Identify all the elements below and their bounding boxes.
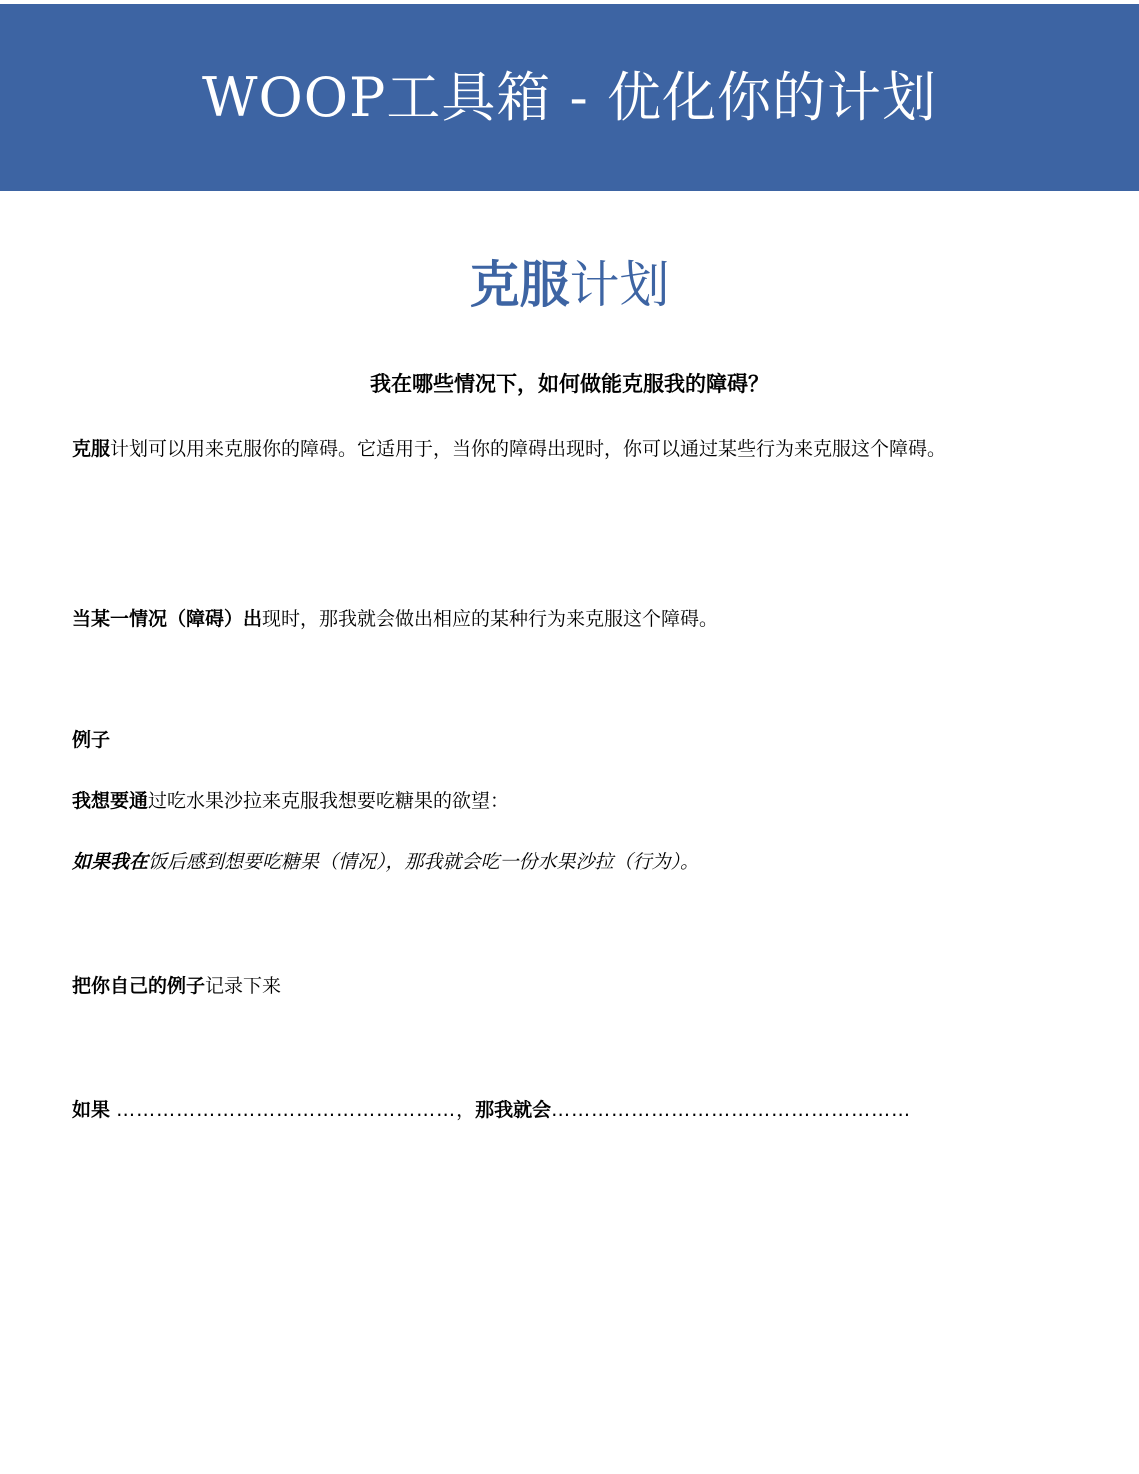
page-title: WOOP工具箱 - 优化你的计划 [202, 66, 937, 129]
example-italic-line [72, 839, 1062, 885]
then-label: 那我就会 [475, 1099, 552, 1121]
formula-bold: 当某一情况（障碍）出 [72, 608, 263, 630]
example-line [72, 778, 1062, 824]
intro-paragraph [72, 426, 1062, 472]
question-heading: 我在哪些情况下，如何做能克服我的障碍？ [370, 372, 769, 396]
fill-in-line [72, 1087, 1072, 1133]
example-italic-bold: 如果我在 [72, 851, 149, 873]
section-title-bold: 克服 [469, 256, 570, 314]
intro-text: 计划可以用来克服你的障碍。它适用于，当你的障碍出现时，你可以通过某些行为来克服这个障碍。 [110, 438, 947, 460]
if-blank[interactable]: …………………………………………… [116, 1099, 457, 1121]
example-line-text: 过吃水果沙拉来克服我想要吃糖果的欲望： [148, 790, 510, 812]
example-heading: 例子 [72, 729, 111, 751]
own-example-prompt [72, 963, 1062, 1009]
fill-comma: ， [456, 1099, 476, 1121]
if-label: 如果 [72, 1099, 111, 1121]
intro-bold: 克服 [72, 438, 111, 460]
header-banner [0, 4, 1139, 191]
section-title-rest: 计划 [569, 256, 670, 314]
example-italic-text: 饭后感到想要吃糖果（情况），那我就会吃一份水果沙拉（行为）。 [148, 851, 700, 873]
own-example-bold: 把你自己的例子 [72, 975, 206, 997]
section-title [0, 245, 1139, 317]
then-blank[interactable]: ……………………………………………… [551, 1099, 912, 1121]
formula-text: 现时，那我就会做出相应的某种行为来克服这个障碍。 [262, 608, 719, 630]
example-line-bold: 我想要通 [72, 790, 149, 812]
formula-paragraph [72, 596, 1062, 642]
own-example-text: 记录下来 [205, 975, 282, 997]
